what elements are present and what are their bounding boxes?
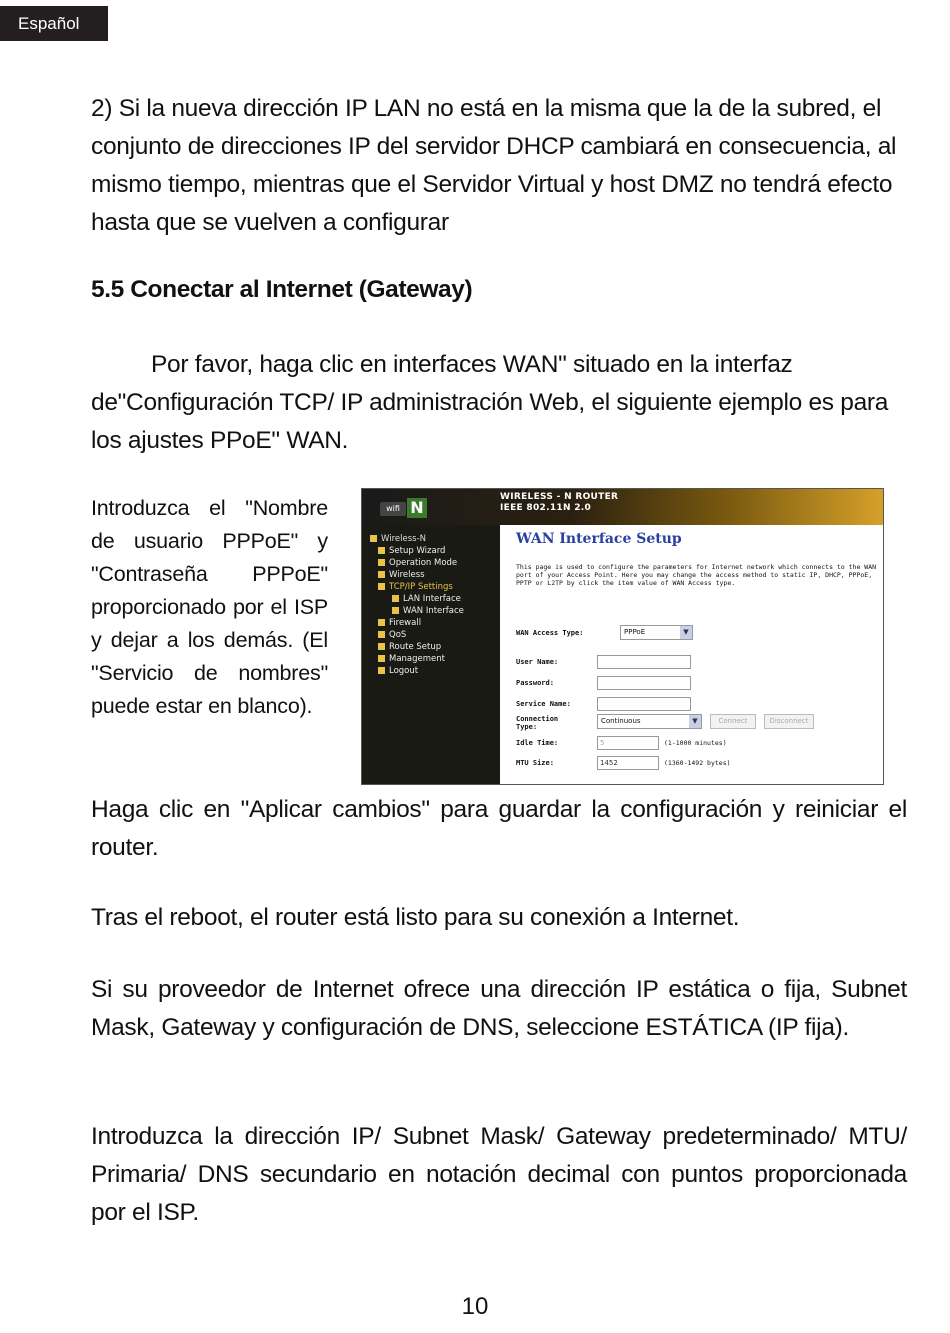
paragraph-apply-changes: Haga clic en "Aplicar cambios" para guardar la configuración y reiniciar el router. [91,796,907,861]
folder-open-icon [378,583,385,590]
router-header-line1: WIRELESS - N ROUTER [500,492,619,502]
connection-type-select[interactable]: Continuous ▼ [597,714,702,729]
language-tab: Español [0,6,108,41]
paragraph-wan-intro: Por favor, haga clic en interfaces WAN" situado en la interfaz de"Configuración TCP/ IP administración Web, el siguiente ejemplo es para los ajustes PPoE" WAN. [91,351,889,454]
nav-wireless-n[interactable]: Wireless-N [370,534,426,544]
folder-icon [378,631,385,638]
paragraph-reboot: Tras el reboot, el router está listo para su conexión a Internet. [91,904,740,931]
router-header-text [500,492,618,514]
folder-icon [378,571,385,578]
section-heading: 5.5 Conectar al Internet (Gateway) [91,276,473,303]
nav-operation-mode[interactable]: Operation Mode [378,558,457,568]
wan-setup-title: WAN Interface Setup [516,531,682,547]
wan-setup-panel [500,525,884,785]
nav-tcpip-settings[interactable]: TCP/IP Settings [378,582,453,592]
folder-icon [370,535,377,542]
folder-icon [378,655,385,662]
wifi-logo-icon: wifi [380,502,406,516]
nav-setup-wizard[interactable]: Setup Wizard [378,546,445,556]
side-instructions: Introduzca el "Nombre de usuario PPPoE" y "Contraseña PPPoE" proporcionado por el ISP y dejar a los demás. (El "Servicio de nombres" puede estar en blanco). [91,496,328,718]
nav-lan-interface[interactable]: LAN Interface [392,594,461,604]
idle-time-input[interactable]: 5 [597,736,659,750]
router-sidebar [362,525,500,785]
page-icon [378,559,385,566]
nav-qos[interactable]: QoS [378,630,406,640]
n-logo-icon: N [407,498,427,518]
user-name-input[interactable] [597,655,691,669]
user-name-label: User Name: [516,658,559,666]
disconnect-button[interactable]: Disconnect [764,714,814,729]
nav-logout[interactable]: Logout [378,666,418,676]
page-icon [378,667,385,674]
password-label: Password: [516,679,554,687]
chevron-down-icon: ▼ [689,715,701,728]
page-number: 10 [461,1293,489,1320]
wan-access-type-select[interactable]: PPPoE ▼ [620,625,693,640]
idle-time-note: (1-1000 minutes) [664,739,727,747]
nav-firewall[interactable]: Firewall [378,618,421,628]
folder-icon [378,643,385,650]
service-name-label: Service Name: [516,700,571,708]
connection-type-label: Connection Type: [516,715,559,731]
wan-setup-description: This page is used to configure the parameters for Internet network which connects to the WAN port of your Access Point. Here you may change the access method to static IP, DHCP, PPPoE, PPTP or L2TP by click the item value of WAN Access type. [516,563,877,587]
password-input[interactable] [597,676,691,690]
nav-wireless[interactable]: Wireless [378,570,425,580]
nav-management[interactable]: Management [378,654,445,664]
connect-button[interactable]: Connect [710,714,756,729]
wan-access-type-label: WAN Access Type: [516,629,584,637]
mtu-size-input[interactable]: 1452 [597,756,659,770]
page-icon [378,547,385,554]
router-header [362,489,884,525]
page-icon [392,595,399,602]
page-icon [392,607,399,614]
chevron-down-icon: ▼ [680,626,692,639]
mtu-size-note: (1360-1492 bytes) [664,759,731,767]
router-header-line2: IEEE 802.11N 2.0 [500,503,592,513]
nav-wan-interface[interactable]: WAN Interface [392,606,464,616]
router-logo [380,498,432,518]
router-screenshot [361,488,884,785]
folder-icon [378,619,385,626]
mtu-size-label: MTU Size: [516,759,554,767]
paragraph-static-ip: Si su proveedor de Internet ofrece una dirección IP estática o fija, Subnet Mask, Gateway y configuración de DNS, seleccione ESTÁTICA (IP fija). [91,976,907,1041]
paragraph-enter-ip: Introduzca la dirección IP/ Subnet Mask/ Gateway predeterminado/ MTU/ Primaria/ DNS secundario en notación decimal con puntos proporcionada por el ISP. [91,1123,907,1226]
nav-route-setup[interactable]: Route Setup [378,642,441,652]
service-name-input[interactable] [597,697,691,711]
idle-time-label: Idle Time: [516,739,559,747]
paragraph-dhcp-note: 2) Si la nueva dirección IP LAN no está en la misma que la de la subred, el conjunto de direcciones IP del servidor DHCP cambiará en consecuencia, al mismo tiempo, mientras que el Servidor Virtual y host DMZ no tendrá efecto hasta que se vuelven a configurar [91,95,897,236]
